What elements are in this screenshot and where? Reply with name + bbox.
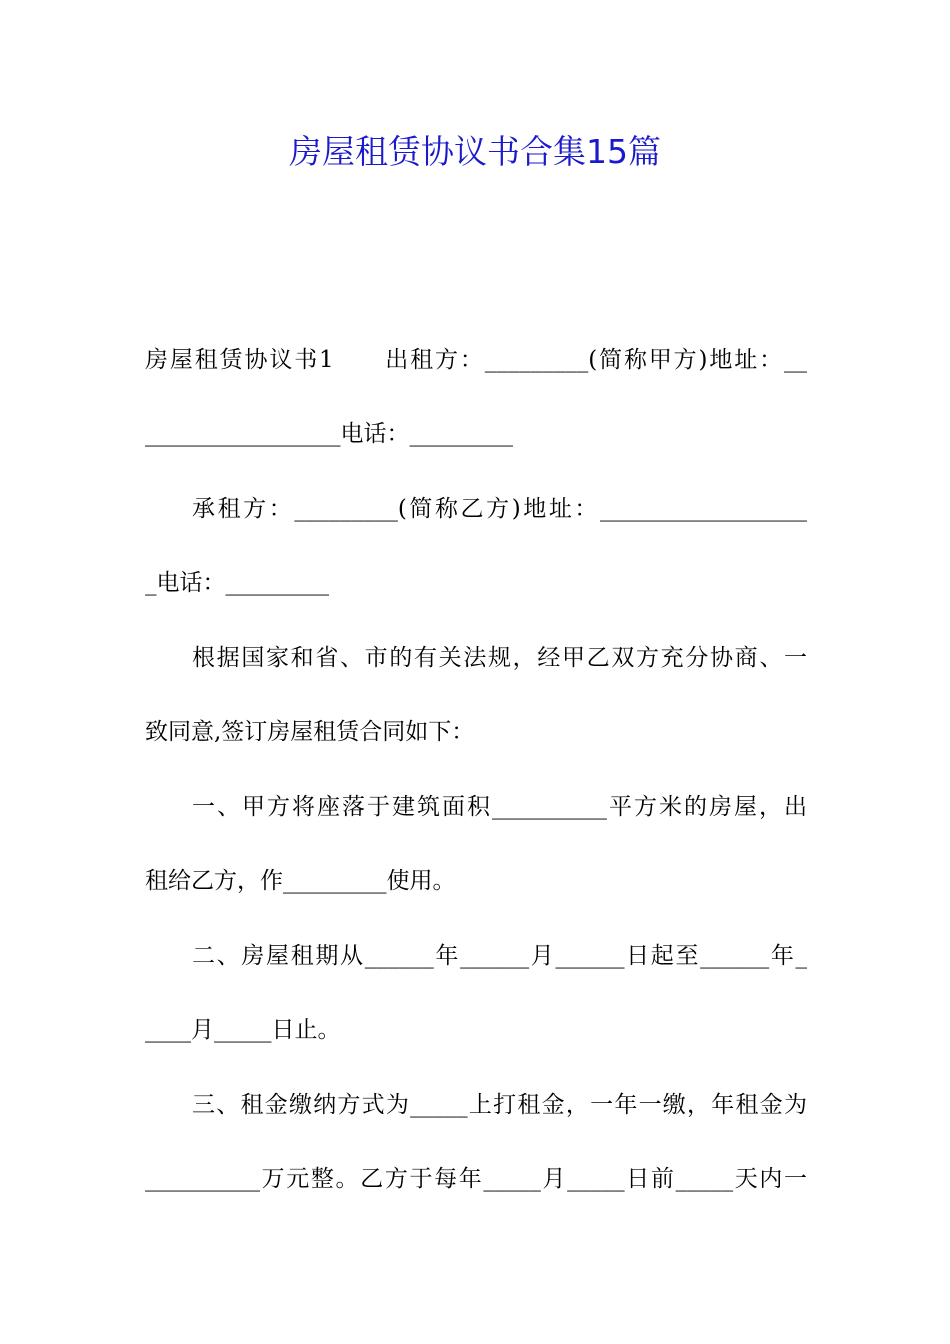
paragraph-line-12: __________万元整。乙方于每年_____月_____日前_____天内一 [145, 1166, 807, 1192]
paragraph-line-2: _________________电话：_________ [145, 421, 513, 447]
paragraph-line-5: 根据国家和省、市的有关法规，经甲乙双方充分协商、一 [192, 645, 807, 671]
paragraph-line-9: 二、房屋租期从______年______月______日起至______年_ [192, 943, 807, 969]
paragraph-line-8: 租给乙方，作_________使用。 [145, 868, 456, 894]
paragraph-line-1: 房屋租赁协议书1 出租方：_________(简称甲方)地址：__ [145, 347, 807, 373]
paragraph-line-3: 承租方：_________(简称乙方)地址：__________________ [192, 496, 807, 522]
paragraph-line-11: 三、租金缴纳方式为_____上打租金，一年一缴，年租金为 [192, 1092, 807, 1118]
paragraph-line-4: _电话：_________ [145, 570, 329, 596]
page-title: 房屋租赁协议书合集15篇 [289, 132, 661, 171]
paragraph-line-7: 一、甲方将座落于建筑面积__________平方米的房屋，出 [192, 794, 807, 820]
paragraph-line-10: ____月_____日止。 [145, 1017, 341, 1043]
paragraph-line-6: 致同意,签订房屋租赁合同如下： [145, 719, 475, 745]
